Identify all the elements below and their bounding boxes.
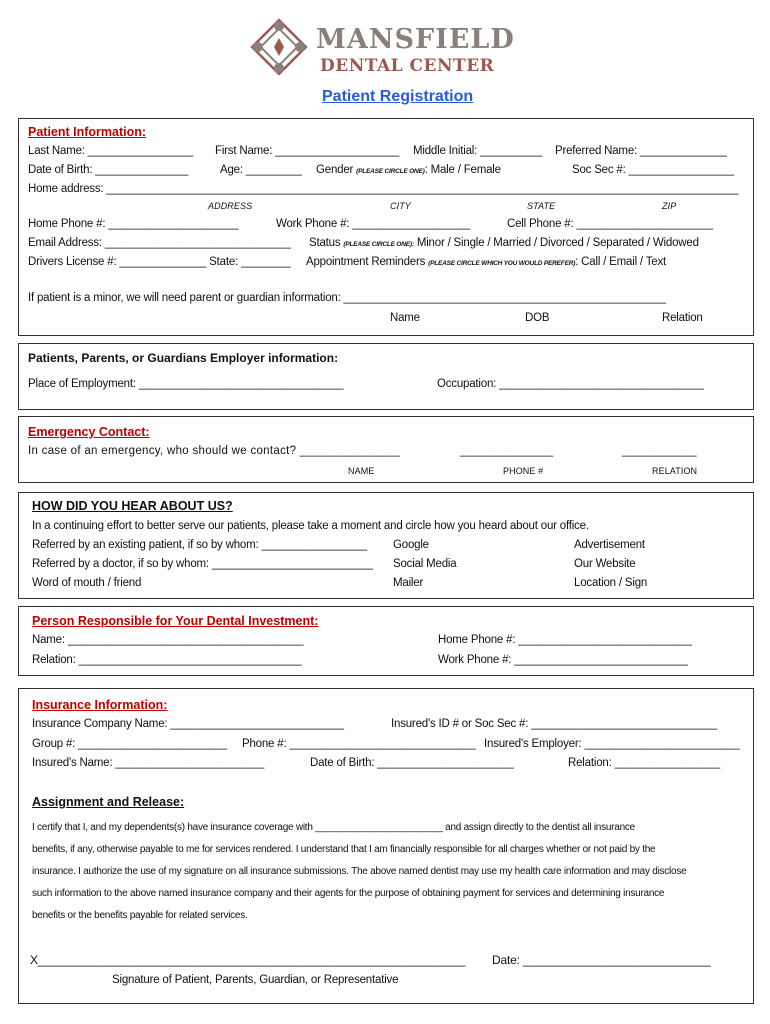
gender-label: Gender: [316, 164, 354, 176]
assignment-paragraph-line: benefits or the benefits payable for related services.: [32, 910, 248, 921]
referral-option-advertisement[interactable]: Advertisement: [574, 539, 645, 551]
home-phone-field[interactable]: Home Phone #: _____________________: [28, 218, 239, 230]
place-of-employment-field[interactable]: Place of Employment: _________________________________: [28, 378, 344, 390]
appt-options[interactable]: : Call / Email / Text: [575, 256, 666, 268]
logo-subtitle: DENTAL CENTER: [320, 56, 495, 76]
guardian-dob-caption: DOB: [525, 312, 550, 324]
referral-option-existing-patient[interactable]: Referred by an existing patient, if so by whom: _________________: [32, 539, 367, 551]
status-label: Status: [309, 237, 341, 249]
gender-field[interactable]: [316, 164, 501, 176]
status-options[interactable]: Minor / Single / Married / Divorced / Separated / Widowed: [416, 237, 699, 249]
logo-name: MANSFIELD: [316, 24, 515, 55]
referral-option-word-of-mouth[interactable]: Word of mouth / friend: [32, 577, 142, 589]
insurance-heading: Insurance Information:: [32, 698, 168, 712]
assignment-paragraph-line: benefits, if any, otherwise payable to me for services rendered. I understand that I am financially responsible for all charges whether or not paid by the: [32, 844, 656, 855]
city-caption: CITY: [390, 201, 411, 211]
insurance-phone-field[interactable]: Phone #: ______________________________: [242, 738, 476, 750]
referral-option-website[interactable]: Our Website: [574, 558, 636, 570]
logo-emblem-icon: [246, 14, 312, 80]
referral-option-location-sign[interactable]: Location / Sign: [574, 577, 648, 589]
appt-label: Appointment Reminders: [306, 256, 426, 268]
insured-employer-field[interactable]: Insured's Employer: _________________________: [484, 738, 740, 750]
preferred-name-field[interactable]: Preferred Name: ______________: [555, 145, 727, 157]
responsible-name-field[interactable]: Name: ______________________________________: [32, 634, 304, 646]
gender-options[interactable]: : Male / Female: [424, 164, 501, 176]
patient-info-heading: Patient Information:: [28, 125, 147, 139]
address-caption: ADDRESS: [208, 201, 253, 211]
state-caption: STATE: [527, 201, 556, 211]
insured-relation-field[interactable]: Relation: _________________: [568, 757, 720, 769]
assignment-heading: Assignment and Release:: [32, 795, 185, 809]
referral-option-mailer[interactable]: Mailer: [393, 577, 424, 589]
email-field[interactable]: Email Address: ______________________________: [28, 237, 291, 249]
insured-id-field[interactable]: Insured's ID # or Soc Sec #: ______________________________: [391, 718, 718, 730]
employer-heading: Patients, Parents, or Guardians Employer information:: [28, 351, 339, 365]
guardian-info-field[interactable]: If patient is a minor, we will need parent or guardian information: ____________________________________________________: [28, 292, 666, 304]
insurance-company-field[interactable]: Insurance Company Name: ____________________________: [32, 718, 344, 730]
home-address-field[interactable]: Home address: ______________________________________________________________________________________________________: [28, 183, 739, 195]
assignment-paragraph-line: insurance. I authorize the use of my signature on all insurance submissions. The above named dentist may use my health care information and may disclose: [32, 866, 687, 877]
status-note: (PLEASE CIRCLE ONE):: [343, 241, 414, 248]
age-field[interactable]: Age: _________: [220, 164, 302, 176]
zip-caption: ZIP: [662, 201, 677, 211]
emergency-heading: Emergency Contact:: [28, 425, 150, 439]
referral-intro: In a continuing effort to better serve our patients, please take a moment and circle how you heard about our office.: [32, 520, 589, 532]
appt-note: (PLEASE CIRCLE WHICH YOU WOULD PEREFER): [428, 260, 576, 267]
work-phone-field[interactable]: Work Phone #: ___________________: [276, 218, 470, 230]
first-name-field[interactable]: First Name: ____________________: [215, 145, 400, 157]
status-field[interactable]: [309, 237, 699, 249]
last-name-field[interactable]: Last Name: _________________: [28, 145, 194, 157]
guardian-relation-caption: Relation: [662, 312, 703, 324]
referral-option-doctor[interactable]: Referred by a doctor, if so by whom: __________________________: [32, 558, 373, 570]
cell-phone-field[interactable]: Cell Phone #: ______________________: [507, 218, 713, 230]
referral-option-google[interactable]: Google: [393, 539, 429, 551]
appointment-reminders-field[interactable]: [306, 256, 666, 268]
emergency-relation-caption: RELATION: [652, 466, 698, 476]
signature-caption: Signature of Patient, Parents, Guardian, or Representative: [112, 974, 399, 986]
insured-dob-field[interactable]: Date of Birth: ______________________: [310, 757, 514, 769]
group-number-field[interactable]: Group #: ________________________: [32, 738, 227, 750]
emergency-phone-field[interactable]: _______________: [460, 445, 553, 457]
emergency-name-caption: NAME: [348, 466, 375, 476]
insured-name-field[interactable]: Insured's Name: ________________________: [32, 757, 265, 769]
middle-initial-field[interactable]: Middle Initial: __________: [413, 145, 543, 157]
emergency-relation-field[interactable]: ____________: [622, 445, 697, 457]
gender-note: (PLEASE CIRCLE ONE): [356, 168, 425, 175]
occupation-field[interactable]: Occupation: _________________________________: [437, 378, 704, 390]
responsible-relation-field[interactable]: Relation: ____________________________________: [32, 654, 302, 666]
emergency-contact-name-field[interactable]: In case of an emergency, who should we contact? _______________: [28, 445, 401, 457]
guardian-name-caption: Name: [390, 312, 420, 324]
soc-sec-field[interactable]: Soc Sec #: _________________: [572, 164, 734, 176]
referral-heading: HOW DID YOU HEAR ABOUT US?: [32, 499, 233, 513]
drivers-license-field[interactable]: Drivers License #: ______________ State: ________: [28, 256, 291, 268]
assignment-paragraph-line: such information to the above named insurance company and their agents for the purpose of obtaining payment for services and determining insurance: [32, 888, 665, 899]
signature-date-field[interactable]: Date: _____________________________: [492, 953, 711, 967]
referral-option-social-media[interactable]: Social Media: [393, 558, 457, 570]
responsible-home-phone-field[interactable]: Home Phone #: ____________________________: [438, 634, 692, 646]
emergency-phone-caption: PHONE #: [503, 466, 544, 476]
logo: [246, 14, 516, 80]
dob-field[interactable]: Date of Birth: _______________: [28, 164, 189, 176]
assignment-paragraph-line: I certify that I, and my dependents(s) have insurance coverage with ________________________ and assign directly to the dentist all insurance: [32, 822, 635, 833]
responsible-work-phone-field[interactable]: Work Phone #: ____________________________: [438, 654, 688, 666]
signature-field[interactable]: X__________________________________________________________________: [30, 953, 466, 967]
responsible-party-heading: Person Responsible for Your Dental Investment:: [32, 614, 319, 628]
page-title: Patient Registration: [322, 88, 474, 105]
